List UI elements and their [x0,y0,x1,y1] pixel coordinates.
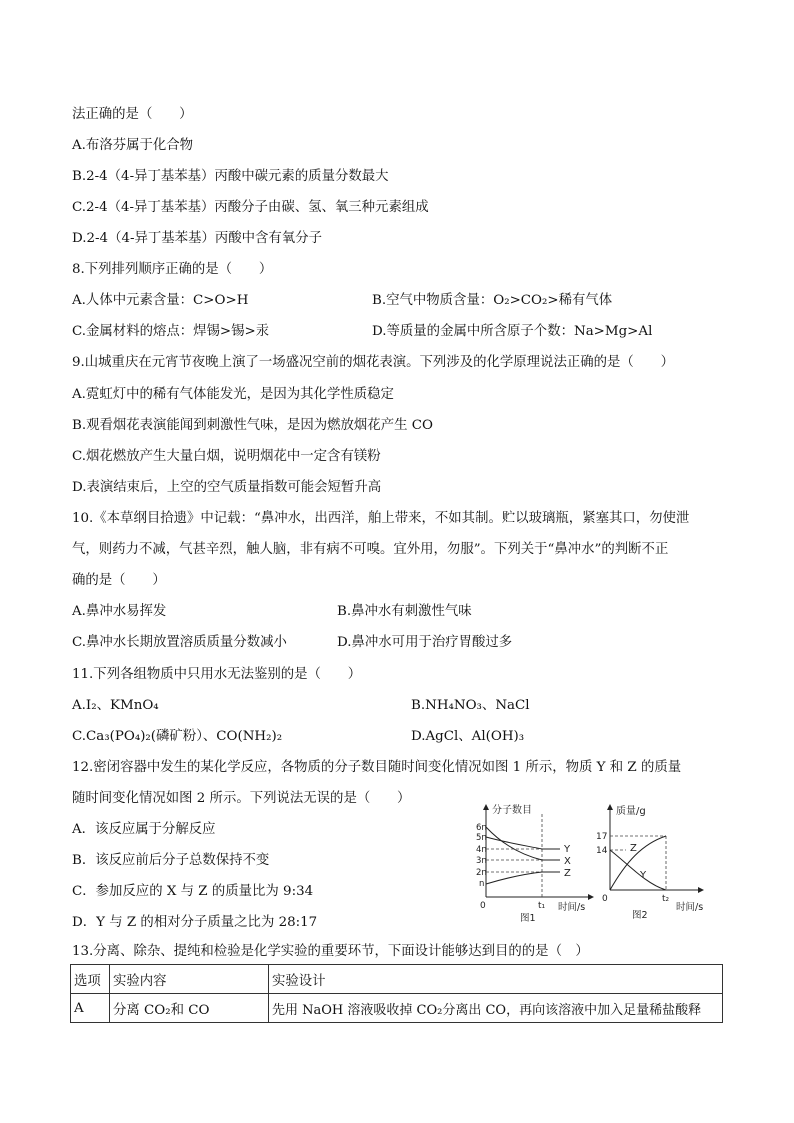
fig2-y-arrow [607,804,613,810]
fig1-ytick-4n: 4n [476,845,487,855]
q12-option-b: B．该反应前后分子总数保持不变 [72,853,270,868]
q9-option-d: D.表演结束后，上空的空气质量指数可能会短暂升高 [72,480,382,495]
q8-stem: 8.下列排列顺序正确的是（ ） [72,262,273,277]
q9-option-a: A.霓虹灯中的稀有气体能发光，是因为其化学性质稳定 [72,387,394,402]
q10-option-a: A.鼻冲水易挥发 [72,604,167,619]
fig2-caption: 图2 [632,910,648,921]
q12-stem-line2: 随时间变化情况如图 2 所示。下列说法无误的是（ ） [72,791,411,806]
fig1-xtick-t1: t₁ [538,901,546,911]
fig1-ytick-n: n [479,879,485,889]
fig2-xtick-t2: t₂ [662,894,670,904]
fig2-ylabel: 质量/g [616,806,646,817]
fig2-origin: 0 [602,894,608,904]
q8-option-c: C.金属材料的熔点：焊锡>锡>汞 [72,324,270,339]
q13-stem: 13.分离、除杂、提纯和检验是化学实验的重要环节，下面设计能够达到目的的是（ ） [72,944,589,959]
q9-stem: 9.山城重庆在元宵节夜晚上演了一场盛况空前的烟花表演。下列涉及的化学原理说法正确的是（ ） [72,355,674,370]
fig1-ylabel: 分子数目 [492,805,532,816]
q11-option-d: D.AgCl、Al(OH)₃ [411,729,525,744]
q7-stem-end: 法正确的是（ ） [72,107,193,122]
fig1-y-arrow [483,804,489,810]
q7-option-b: B.2-4（4-异丁基苯基）丙酸中碳元素的质量分数最大 [72,169,389,184]
fig1-label-y: Y [564,844,571,855]
q12-stem-line1: 12.密闭容器中发生的某化学反应，各物质的分子数目随时间变化情况如图 1 所示，物质 Y 和 Z 的质量 [72,760,682,775]
q10-stem-line1: 10.《本草纲目拾遗》中记载：“鼻冲水，出西洋，舶上带来，不如其制。贮以玻璃瓶，紧塞其口，勿使泄 [72,511,690,526]
fig1-curve-y [486,837,560,849]
fig2-label-y: Y [640,870,647,881]
fig1-ytick-2n: 2n [476,868,487,878]
table-header-option: 选项 [71,965,110,994]
fig2-curve-y [610,850,666,890]
table-header-design: 实验设计 [269,965,723,994]
q12-option-c: C．参加反应的 X 与 Z 的质量比为 9:34 [72,884,314,899]
figure-2-mass [598,800,723,925]
fig1-ytick-3n: 3n [476,856,487,866]
q10-option-c: C.鼻冲水长期放置溶质质量分数减小 [72,635,287,650]
table-cell-design: 先用 NaOH 溶液吸收掉 CO₂分离出 CO，再向该溶液中加入足量稀盐酸释 [269,994,723,1023]
fig1-curve-x [486,827,560,860]
q8-option-b: B.空气中物质含量：O₂>CO₂>稀有气体 [372,293,613,308]
fig1-label-x: X [564,856,571,867]
fig1-xlabel: 时间/s [558,902,586,913]
q9-option-c: C.烟花燃放产生大量白烟，说明烟花中一定含有镁粉 [72,449,381,464]
fig2-curve-z [610,836,666,890]
fig2-label-z: Z [630,843,637,854]
table-header-row [71,965,723,994]
table-cell-option: A [71,994,110,1023]
q11-option-a: A.I₂、KMnO₄ [72,698,159,713]
fig1-label-z: Z [564,868,571,879]
q12-option-a: A．该反应属于分解反应 [72,822,216,837]
q8-option-d: D.等质量的金属中所含原子个数：Na>Mg>Al [372,324,653,339]
fig1-x-arrow [588,894,594,900]
q7-option-a: A.布洛芬属于化合物 [72,138,194,153]
fig2-x-arrow [698,887,704,893]
q11-option-b: B.NH₄NO₃、NaCl [411,698,530,713]
q11-stem: 11.下列各组物质中只用水无法鉴别的是（ ） [72,667,362,682]
table-row [71,994,723,1023]
q13-experiment-table [70,964,723,1023]
fig2-ytick-14: 14 [596,846,608,856]
q11-option-c: C.Ca₃(PO₄)₂(磷矿粉）、CO(NH₂)₂ [72,729,283,744]
fig1-ytick-5n: 5n [476,833,487,843]
q8-option-a: A.人体中元素含量：C>O>H [72,293,249,308]
q10-option-b: B.鼻冲水有刺激性气味 [337,604,472,619]
q10-option-d: D.鼻冲水可用于治疗胃酸过多 [337,635,513,650]
q7-option-d: D.2-4（4-异丁基苯基）丙酸中含有氧分子 [72,231,322,246]
q10-stem-line2: 气，则药力不减，气甚辛烈，触人脑，非有病不可嗅。宜外用，勿服”。下列关于“鼻冲水”的判断不正 [72,542,669,557]
fig1-curve-z [486,872,560,884]
q7-option-c: C.2-4（4-异丁基苯基）丙酸分子由碳、氢、氧三种元素组成 [72,200,429,215]
fig1-caption: 图1 [520,913,536,924]
fig1-origin: 0 [480,901,486,911]
q12-option-d: D．Y 与 Z 的相对分子质量之比为 28:17 [72,915,318,930]
fig2-ytick-17: 17 [596,832,608,842]
q10-stem-line3: 确的是（ ） [72,573,166,588]
table-cell-content: 分离 CO₂和 CO [110,994,269,1023]
q9-option-b: B.观看烟花表演能闻到刺激性气味，是因为燃放烟花产生 CO [72,418,433,433]
figure-1-molecule-count [470,800,600,925]
fig1-ytick-6n: 6n [476,823,487,833]
fig2-xlabel: 时间/s [676,902,704,913]
table-header-content: 实验内容 [110,965,269,994]
